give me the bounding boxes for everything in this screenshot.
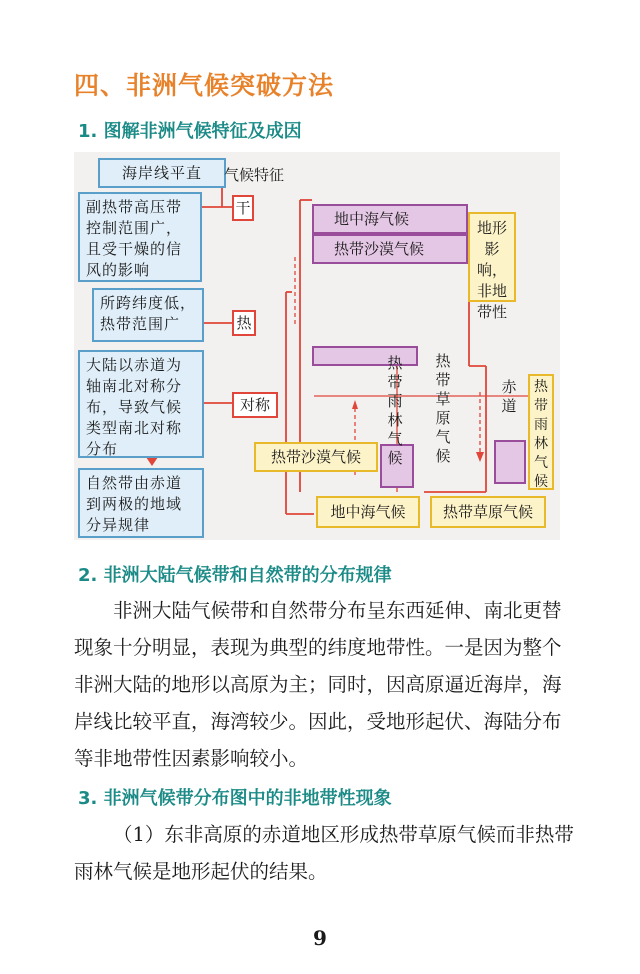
desert-callout: 热带沙漠气候 xyxy=(254,442,378,472)
mediterranean-north: 地中海气候 xyxy=(312,204,468,234)
paragraph-2-text: 非洲大陆气候带和自然带分布呈东西延伸、南北更替现象十分明显，表现为典型的纬度地带性。一是因为整个非洲大陆的地形以高原为主；同时，因高原逼近海岸，海岸线比较平直，海湾较少。因此，受地形起伏、海陆分布等非地带性因素影响较小。 xyxy=(74,599,562,770)
climate-diagram xyxy=(74,152,560,540)
tag-dry: 干 xyxy=(232,195,254,221)
subheading-2: 2. 非洲大陆气候带和自然带的分布规律 xyxy=(78,565,392,586)
savanna-south-block xyxy=(494,440,526,484)
paragraph-3-text: （1）东非高原的赤道地区形成热带草原气候而非热带雨林气候是地形起伏的结果。 xyxy=(74,823,574,883)
tag-hot: 热 xyxy=(232,310,256,336)
savanna-callout: 热带草原气候 xyxy=(430,496,546,528)
paragraph-3 xyxy=(74,816,574,890)
section-title: 四、非洲气候突破方法 xyxy=(74,71,335,100)
symmetry-box: 大陆以赤道为轴南北对称分布，导致气候类型南北对称分布 xyxy=(78,350,204,458)
mediterranean-callout: 地中海气候 xyxy=(316,496,420,528)
feature-label: 气候特征 xyxy=(224,166,285,184)
low-latitude-box: 所跨纬度低，热带范围广 xyxy=(92,288,204,342)
tag-symmetric: 对称 xyxy=(232,392,278,418)
savanna-vertical-label: 热带草原气候 xyxy=(435,352,451,465)
equator-label: 赤道 xyxy=(501,378,517,415)
subheading-3: 3. 非洲气候带分布图中的非地带性现象 xyxy=(78,788,392,809)
rainforest-vertical-label: 热带雨林气候 xyxy=(387,354,403,467)
terrain-callout: 地形影响，非地带性 xyxy=(468,212,516,302)
desert-north: 热带沙漠气候 xyxy=(312,234,468,264)
subheading-1: 1. 图解非洲气候特征及成因 xyxy=(78,121,302,142)
coastline-box: 海岸线平直 xyxy=(98,158,226,188)
page-number: 9 xyxy=(313,926,327,950)
paragraph-2 xyxy=(74,592,574,777)
subtropical-high-box: 副热带高压带控制范围广，且受干燥的信风的影响 xyxy=(78,192,202,282)
rainforest-right-callout: 热带雨林气候 xyxy=(528,374,554,490)
zonal-law-box: 自然带由赤道到两极的地域分异规律 xyxy=(78,468,204,538)
